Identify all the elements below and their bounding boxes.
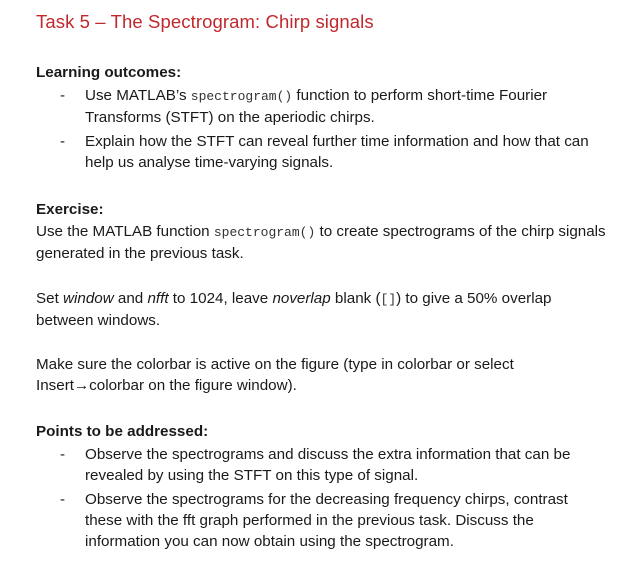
- points-list: [60, 444, 600, 555]
- code-spectrogram: spectrogram(): [213, 225, 316, 240]
- paragraph-text: to create spectrograms of the chirp signals generated in the previous task.: [36, 223, 606, 262]
- page-title: Task 5 – The Spectrogram: Chirp signals: [36, 11, 374, 32]
- paragraph-text: Use the MATLAB function: [36, 223, 214, 240]
- list-dash: -: [60, 133, 66, 150]
- param-noverlap: noverlap: [272, 290, 331, 307]
- points-heading: Points to be addressed:: [36, 423, 209, 440]
- param-window: window: [63, 290, 114, 307]
- list-item: [60, 131, 600, 173]
- param-nfft: nfft: [147, 290, 169, 307]
- list-dash: -: [60, 446, 66, 463]
- list-text: function to perform short-time Fourier Transforms (STFT) on the aperiodic chirps.: [85, 87, 548, 126]
- paragraph-text: to 1024, leave: [168, 290, 273, 307]
- paragraph-text: ) to give a 50% overlap between windows.: [36, 290, 552, 329]
- list-text: Observe the spectrograms for the decreasing frequency chirps, contrast these with the fft graph performed in the previous task. Discuss the information you can now obtain using the spectrogram.: [85, 491, 568, 550]
- list-text: Observe the spectrograms and discuss the extra information that can be revealed by using the STFT on this type of signal.: [85, 446, 571, 484]
- list-dash: -: [60, 491, 66, 508]
- code-spectrogram: spectrogram(): [190, 89, 293, 104]
- exercise-heading: Exercise:: [36, 201, 104, 218]
- list-item: [60, 489, 600, 552]
- exercise-paragraph-1: [36, 221, 606, 264]
- list-item: [60, 85, 600, 128]
- paragraph-text: Set: [36, 290, 64, 307]
- list-dash: -: [60, 87, 66, 104]
- exercise-paragraph-2: [36, 288, 606, 331]
- paragraph-text: blank (: [330, 290, 381, 307]
- code-empty-brackets: []: [380, 292, 397, 307]
- learning-outcomes-heading: Learning outcomes:: [36, 64, 182, 81]
- list-text: Explain how the STFT can reveal further time information and how that can help us analyse time-varying signals.: [85, 133, 589, 171]
- exercise-paragraph-3: Make sure the colorbar is active on the figure (type in colorbar or select Insert→colorbar on the figure window).: [36, 356, 514, 394]
- list-text: Use MATLAB’s: [85, 87, 191, 104]
- learning-outcomes-list: [60, 85, 600, 176]
- paragraph-text: and: [113, 290, 148, 307]
- list-item: [60, 444, 600, 486]
